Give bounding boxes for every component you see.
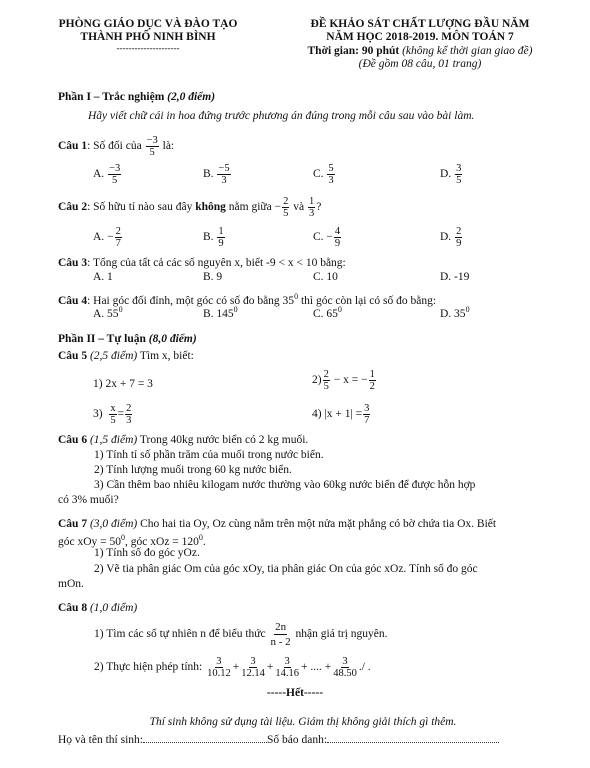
header-rule: --------------------- (116, 43, 180, 53)
q1-option-b: B. $\frac{-5}{3}$ (203, 163, 230, 186)
q4-option-d: D. $35^0$ (440, 305, 470, 320)
q1-option-d: D. $\frac{3}{5}$ (440, 163, 462, 186)
q5-eq4: 4) |x + 1| = $\frac{3}{7}$ (312, 403, 370, 426)
q4-option-b: B. $145^0$ (203, 305, 238, 320)
part1-heading (58, 91, 215, 103)
q4-option-c: C. $65^0$ (313, 305, 342, 320)
candidate-id-blank[interactable] (327, 742, 499, 743)
q3-option-b: B. 9 (203, 271, 223, 283)
exam-title: ĐỀ KHẢO SÁT CHẤT LƯỢNG ĐẦU NĂM (310, 18, 530, 30)
part2-heading (58, 333, 197, 345)
q3-option-c: C. 10 (313, 271, 338, 283)
q2-fraction-1: $\frac{2}{5}$ (283, 196, 289, 219)
part1-instruction: Hãy viết chữ cái in hoa đứng trước phương án đúng trong mỗi câu sau vào bài làm. (88, 110, 475, 122)
time-note: (không kể thời gian giao đề) (402, 45, 533, 57)
q8-stem: Câu 8 (1,0 điểm) (58, 602, 138, 614)
q3-option-d: D. -19 (440, 271, 470, 283)
q7-item-1: 1) Tính số đo góc yOz. (94, 547, 200, 559)
q2-label: Câu 2 (58, 201, 88, 214)
q6-label: Câu 6 (58, 434, 88, 446)
q2-option-d: D. $\frac{2}{9}$ (440, 226, 462, 249)
q2-option-c: C. − $\frac{4}{9}$ (313, 226, 341, 249)
page-note: (Đề gồm 08 câu, 01 trang) (358, 58, 482, 70)
q5-stem: Câu 5 (2,5 điểm) Tìm x, biết: (58, 350, 194, 362)
q1-text: : Số đối của (87, 140, 142, 153)
candidate-name-label: Họ và tên thí sinh: (58, 734, 143, 746)
footer-note: Thí sinh không sử dụng tài liệu. Giám thị không giải thích gì thêm. (149, 716, 457, 728)
q1-option-c: C. $\frac{5}{3}$ (313, 163, 334, 186)
q8-item-2: 2) Thực hiện phép tính: $\frac{3}{10.12}$ + $\frac{3}{12.14}$ + $\frac{3}{14.16}$ + .... + $\frac{3}{48.50}$ ./ . (94, 656, 371, 679)
q6-item-1: 1) Tính tỉ số phần trăm của muối trong nước biển. (94, 449, 324, 461)
q2-option-b: B. $\frac{1}{9}$ (203, 226, 224, 249)
q2-option-a: A. − $\frac{2}{7}$ (93, 226, 121, 249)
q2-bold-word: không (195, 201, 226, 214)
part1-title: Phần I – Trắc nghiệm (58, 91, 165, 103)
q2-stem: Câu 2: Số hữu tỉ nào sau đây không nằm giữa − $\frac{2}{5}$ và $\frac{1}{3}$ ? (58, 196, 322, 219)
q1-option-a: A. $\frac{-3}{5}$ (93, 163, 121, 186)
q4-stem: Câu 4: Hai góc đối đỉnh, một góc có số đo bằng $35^0$ thì góc còn lại có số đo bằng: (58, 292, 437, 307)
candidate-id-label: Số báo danh: (266, 734, 328, 746)
q1-text-end: là: (162, 140, 175, 153)
candidate-name-blank[interactable] (143, 742, 267, 743)
q6-item-2: 2) Tính lượng muối trong 60 kg nước biển. (94, 464, 292, 476)
q2-fraction-2: $\frac{1}{3}$ (308, 196, 315, 219)
q3-option-a: A. 1 (93, 271, 113, 283)
q7-stem: Câu 7 (3,0 điểm) Cho hai tia Oy, Oz cùng nằm trên một nửa mặt phẳng có bờ chứa tia Ox. Biết (58, 518, 497, 530)
q1-label: Câu 1 (58, 140, 88, 153)
q5-eq3: 3) $\frac{x}{5}$ = $\frac{2}{3}$ (93, 403, 132, 426)
q6-stem: Câu 6 (1,5 điểm) Trong 40kg nước biển có 2 kg muối. (58, 434, 309, 446)
q7-item-2: 2) Vẽ tia phân giác Om của góc xOy, tia phân giác On của góc xOz. Tính số đo góc (94, 563, 478, 575)
part2-title: Phần II – Tự luận (58, 333, 146, 345)
exam-subtitle: NĂM HỌC 2018-2019. MÔN TOÁN 7 (326, 31, 514, 43)
q6-item-3-cont: có 3% muối? (58, 494, 119, 506)
q8-expression: $\frac{2n}{n - 2}$ (270, 621, 291, 648)
q3-label: Câu 3 (58, 257, 88, 269)
q5-eq2: 2) $\frac{2}{5}$ − x = − $\frac{1}{2}$ (312, 369, 375, 392)
part2-score: (8,0 điểm) (148, 333, 197, 345)
q1-stem (58, 135, 174, 158)
q3-stem: Câu 3: Tổng của tất cả các số nguyên x, biết -9 < x < 10 bằng: (58, 257, 346, 269)
part1-score: (2,0 điểm) (167, 91, 216, 103)
time-label: Thời gian: 90 phút (307, 45, 400, 57)
school-office-title: PHÒNG GIÁO DỤC VÀ ĐÀO TẠO (58, 18, 238, 30)
exam-time (280, 45, 560, 57)
city-title: THÀNH PHỐ NINH BÌNH (80, 31, 216, 43)
end-mark: -----Hết----- (266, 687, 324, 699)
candidate-info-line (58, 734, 548, 746)
q5-label: Câu 5 (58, 350, 88, 362)
q4-label: Câu 4 (58, 294, 88, 307)
q8-item-1: 1) Tìm các số tự nhiên n để biểu thức $\frac{2n}{n - 2}$ nhận giá trị nguyên. (94, 621, 388, 648)
q5-eq1: 1) 2x + 7 = 3 (93, 378, 153, 390)
q1-fraction: $\frac{-3}{5}$ (146, 135, 158, 158)
q8-label: Câu 8 (58, 602, 88, 614)
q7-item-2-cont: mOn. (58, 578, 84, 590)
q7-given: góc xOy = $50^0$, góc xOz = $120^0$. (58, 533, 206, 548)
q7-label: Câu 7 (58, 518, 88, 530)
q4-option-a: A. $55^0$ (93, 305, 123, 320)
q6-item-3: 3) Cần thêm bao nhiêu kilogam nước thường vào 60kg nước biển để được hỗn hợp (94, 479, 476, 491)
